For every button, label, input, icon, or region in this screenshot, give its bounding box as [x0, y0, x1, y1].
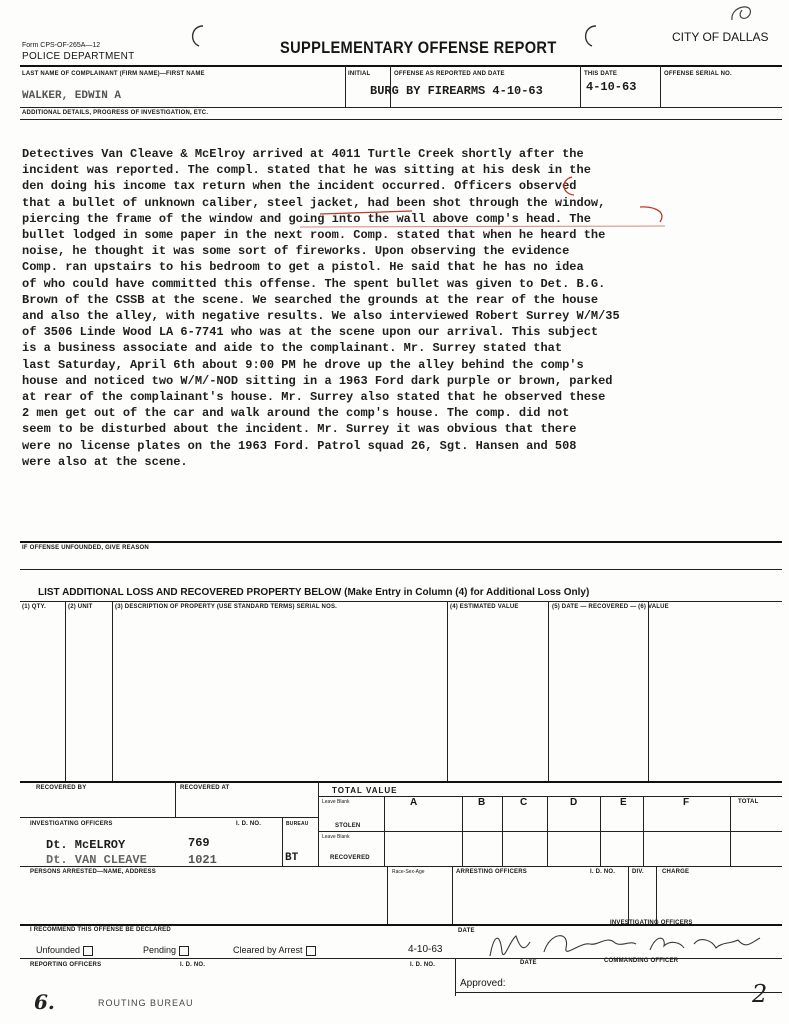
col-b-label: B — [478, 797, 486, 808]
unfounded-label: IF OFFENSE UNFOUNDED, GIVE REASON — [22, 545, 149, 551]
narrative-line: of who could have committed this offense. The spent bullet was given to Det. B.G. — [22, 276, 606, 291]
offense-label: OFFENSE AS REPORTED AND DATE — [394, 71, 505, 77]
unfounded-checkbox[interactable] — [83, 946, 93, 956]
narrative-line: Brown of the CSSB at the scene. We searched the grounds at the rear of the house — [22, 292, 599, 307]
col-description-label: (3) DESCRIPTION OF PROPERTY (USE STANDARD TERMS) SERIAL NOS. — [115, 604, 338, 610]
narrative-line: seem to be disturbed about the incident. Mr. Surrey it was obvious that there — [22, 422, 577, 437]
total-value-label: TOTAL VALUE — [332, 786, 398, 795]
complainant-value: WALKER, EDWIN A — [22, 90, 122, 102]
investigating-officers-label: INVESTIGATING OFFICERS — [30, 821, 113, 827]
officer-bureau: BT — [285, 852, 299, 864]
narrative-line: den doing his income tax return when the incident occurred. Officers observed — [22, 179, 577, 194]
narrative-line: Detectives Van Cleave & McElroy arrived at 4011 Turtle Creek shortly after the — [22, 147, 584, 161]
officer2-name: Dt. VAN CLEAVE — [46, 853, 147, 867]
stolen-label: STOLEN — [335, 823, 361, 829]
col-d-label: D — [570, 797, 578, 808]
pen-mark-left — [185, 22, 209, 50]
reporting-id-label-2: I. D. NO. — [410, 962, 436, 968]
arrest-id-label: I. D. NO. — [590, 869, 616, 875]
id-no-label: I. D. NO. — [236, 821, 262, 827]
date-label-2: DATE — [520, 960, 537, 966]
unfounded-option[interactable]: Unfounded — [36, 945, 93, 956]
reporting-id-label: I. D. NO. — [180, 962, 206, 968]
recommend-label: I RECOMMEND THIS OFFENSE BE DECLARED — [30, 927, 171, 933]
complainant-label: LAST NAME OF COMPLAINANT (FIRM NAME)—FIRST NAME — [22, 71, 205, 77]
page-number: 2 — [752, 980, 768, 1008]
date-value: 4-10-63 — [408, 944, 443, 955]
arresting-officers-label: ARRESTING OFFICERS — [456, 869, 527, 875]
narrative-line: 2 men get out of the car and walk around the comp's house. The comp. did not — [22, 406, 570, 421]
narrative-line: last Saturday, April 6th about 9:00 PM he drove up the alley behind the comp's — [22, 357, 584, 372]
approved-label: Approved: — [460, 978, 506, 989]
department-name: POLICE DEPARTMENT — [22, 51, 135, 62]
col-recovered-label: (5) DATE — RECOVERED — (6) VALUE — [552, 604, 669, 610]
leave-blank-1: Leave Blank — [322, 799, 350, 805]
narrative-line: of 3506 Linde Wood LA 6-7741 who was at the scene upon our arrival. This subject — [22, 325, 599, 340]
narrative-line: were also at the scene. — [22, 454, 188, 469]
col-f-label: F — [683, 797, 690, 808]
col-e-label: E — [620, 797, 627, 808]
bureau-label: BUREAU — [286, 821, 309, 827]
recovered-label: RECOVERED — [330, 855, 370, 861]
date-label: DATE — [458, 928, 475, 934]
div-label: DIV. — [632, 869, 644, 875]
serial-label: OFFENSE SERIAL NO. — [664, 71, 732, 77]
narrative-line: and also the alley, with negative results. We also interviewed Robert Surrey W/M/35 — [22, 309, 620, 324]
city-name: CITY OF DALLAS — [672, 30, 769, 44]
col-estimated-label: (4) ESTIMATED VALUE — [450, 604, 519, 610]
narrative-line: piercing the frame of the window and going into the wall above comp's head. The — [22, 211, 591, 226]
narrative-line: Comp. ran upstairs to his bedroom to get a pistol. He said that he has no idea — [22, 260, 584, 275]
officer2-id: 1021 — [188, 853, 217, 867]
initial-label: INITIAL — [348, 71, 371, 77]
narrative-line: at rear of the complainant's house. Mr. Surrey also stated that he observed these — [22, 390, 606, 405]
narrative-line: is a business associate and aide to the complainant. Mr. Surrey stated that — [22, 341, 563, 356]
pending-checkbox[interactable] — [179, 946, 189, 956]
recovered-at-label: RECOVERED AT — [180, 785, 230, 791]
persons-arrested-label: PERSONS ARRESTED—NAME, ADDRESS — [30, 869, 156, 875]
leave-blank-2: Leave Blank — [322, 834, 350, 840]
col-unit-label: (2) UNIT — [68, 604, 93, 610]
form-number: Form CPS-OF-265A—12 — [22, 42, 101, 49]
recovered-by-label: RECOVERED BY — [36, 785, 87, 791]
narrative-line: bullet lodged in some paper in the next room. Comp. stated that when he heard the — [22, 228, 606, 243]
charge-label: CHARGE — [662, 869, 690, 875]
narrative-line: noise, he thought it was some sort of fireworks. Upon observing the evidence — [22, 244, 570, 259]
cleared-checkbox[interactable] — [306, 946, 316, 956]
property-heading: LIST ADDITIONAL LOSS AND RECOVERED PROPERTY BELOW (Make Entry in Column (4) for Additional Loss Only) — [38, 587, 590, 598]
col-qty-label: (1) QTY. — [22, 604, 46, 610]
col-c-label: C — [520, 797, 528, 808]
narrative-line: that a bullet of unknown caliber, steel jacket, had been shot through the window, — [22, 195, 606, 210]
this-date-value: 4-10-63 — [586, 80, 637, 94]
pen-mark-right — [578, 22, 602, 50]
this-date-label: THIS DATE — [584, 71, 618, 77]
offense-value: BURG BY FIREARMS 4-10-63 — [370, 84, 543, 98]
pen-mark-corner — [728, 2, 758, 24]
col-a-label: A — [410, 797, 418, 808]
fields-bottom-rule — [20, 107, 782, 108]
officer1-name: Dt. McELROY — [46, 838, 126, 852]
reporting-officers-label: REPORTING OFFICERS — [30, 962, 102, 968]
officer1-id: 769 — [188, 836, 210, 850]
cleared-option[interactable]: Cleared by Arrest — [233, 945, 316, 956]
commanding-officer-label: COMMANDING OFFICER — [604, 958, 679, 964]
investigating-officers-sig-label: INVESTIGATING OFFICERS — [610, 920, 693, 926]
race-sex-age-label: Race-Sex-Age — [392, 869, 425, 875]
handwritten-mark: 6. — [34, 990, 55, 1014]
narrative-text — [22, 146, 767, 470]
narrative-line: house and noticed two W/M/-NOD sitting in a 1963 Ford dark purple or brown, parked — [22, 373, 613, 388]
header-rule — [20, 65, 782, 67]
col-total-label: TOTAL — [738, 799, 759, 805]
narrative-line: incident was reported. The compl. stated that he was sitting at his desk in the — [22, 163, 591, 178]
pending-option[interactable]: Pending — [143, 945, 189, 956]
narrative-line: were no license plates on the 1963 Ford. Patrol squad 26, Sgt. Hansen and 508 — [22, 438, 577, 453]
details-label: ADDITIONAL DETAILS, PROGRESS OF INVESTIGATION, ETC. — [22, 110, 209, 116]
footer-bureau: ROUTING BUREAU — [98, 998, 194, 1008]
report-title: SUPPLEMENTARY OFFENSE REPORT — [280, 38, 557, 57]
